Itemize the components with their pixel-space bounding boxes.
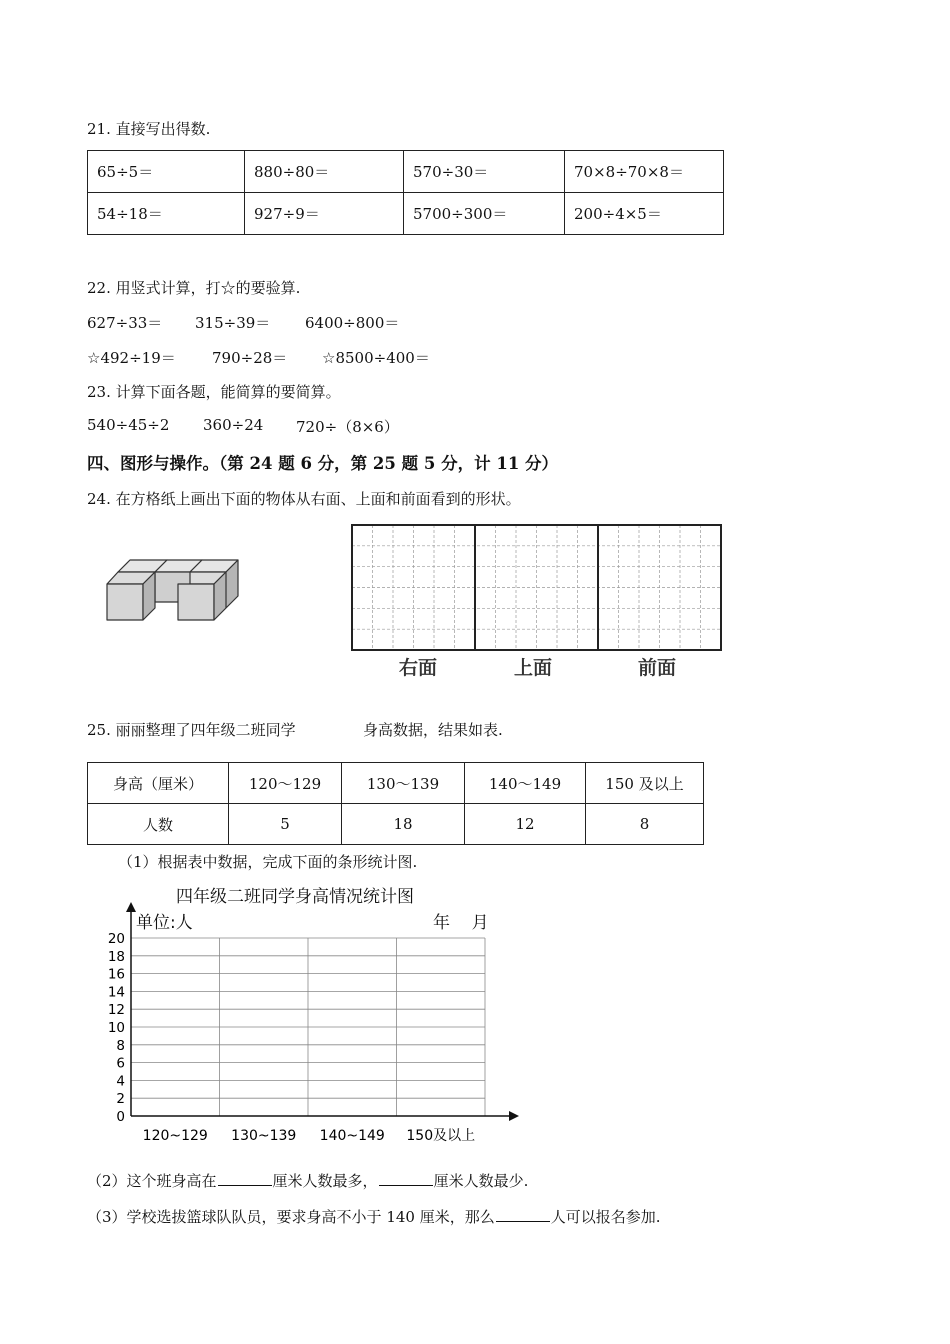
- table-row: [88, 151, 724, 193]
- q22-item: ☆8500÷400＝: [322, 349, 430, 367]
- q21-title: 21. 直接写出得数.: [87, 120, 211, 138]
- q23-item: 720÷（8×6）: [296, 418, 399, 436]
- x-category-label: 150及以上: [406, 1128, 476, 1144]
- table-cell: 8: [586, 804, 704, 845]
- table-cell: 人数: [88, 804, 229, 845]
- table-cell: 880÷80＝: [245, 151, 404, 193]
- x-category-label: 120~129: [142, 1128, 208, 1144]
- table-header-cell: 150 及以上: [586, 763, 704, 804]
- table-cell: 12: [465, 804, 586, 845]
- chart-date-label: 年 月: [433, 913, 489, 933]
- table-row: [88, 193, 724, 235]
- q25-part1: （1）根据表中数据，完成下面的条形统计图.: [118, 853, 418, 871]
- q21-table: [87, 150, 724, 235]
- y-tick-label: 8: [116, 1037, 125, 1054]
- q23-title: 23. 计算下面各题，能简算的要简算。: [87, 383, 341, 401]
- y-tick-label: 20: [107, 931, 125, 947]
- table-cell: 927÷9＝: [245, 193, 404, 235]
- x-category-label: 130~139: [231, 1128, 297, 1144]
- chart-unit-label: 单位:人: [136, 913, 193, 933]
- y-tick-label: 18: [107, 948, 125, 965]
- cubes-figure: [100, 555, 245, 630]
- grid-label-right: 右面: [399, 657, 438, 679]
- q22-item: 315÷39＝: [195, 314, 271, 332]
- q23-item: 360÷24: [203, 416, 264, 434]
- table-cell: 5: [229, 804, 342, 845]
- q22-item: 6400÷800＝: [305, 314, 400, 332]
- table-cell: 18: [342, 804, 465, 845]
- y-tick-label: 16: [107, 966, 125, 983]
- y-tick-label: 14: [107, 984, 125, 1001]
- q24-title: 24. 在方格纸上画出下面的物体从右面、上面和前面看到的形状。: [87, 490, 521, 508]
- y-tick-label: 6: [116, 1055, 125, 1072]
- table-header-cell: 身高（厘米）: [88, 763, 229, 804]
- y-tick-label: 2: [116, 1091, 125, 1108]
- table-cell: 570÷30＝: [404, 151, 565, 193]
- q22-item: 790÷28＝: [212, 349, 288, 367]
- q23-item: 540÷45÷2: [87, 416, 170, 434]
- table-header-cell: 120～129: [229, 763, 342, 804]
- y-tick-label: 4: [116, 1073, 125, 1090]
- grid-paper[interactable]: [351, 524, 723, 652]
- table-cell: 54÷18＝: [88, 193, 245, 235]
- q25-title-b: 身高数据，结果如表.: [363, 721, 503, 739]
- y-axis-arrow: [126, 902, 136, 912]
- grid-label-top: 上面: [514, 657, 553, 679]
- q25-part2: （2）这个班身高在 厘米人数最多， 厘米人数最少.: [87, 1172, 529, 1190]
- table-cell: 70×8÷70×8＝: [565, 151, 724, 193]
- table-cell: 65÷5＝: [88, 151, 245, 193]
- table-row: [88, 804, 704, 845]
- answer-blank[interactable]: [379, 1171, 433, 1186]
- q22-item: 627÷33＝: [87, 314, 163, 332]
- table-cell: 200÷4×5＝: [565, 193, 724, 235]
- q22-title: 22. 用竖式计算，打☆的要验算.: [87, 279, 301, 297]
- chart-title: 四年级二班同学身高情况统计图: [176, 887, 414, 907]
- y-tick-label: 10: [107, 1020, 125, 1036]
- section-heading: 四、图形与操作。（第 24 题 6 分，第 25 题 5 分，计 11 分）: [87, 454, 559, 473]
- q22-item: ☆492÷19＝: [87, 349, 176, 367]
- table-header-cell: 130～139: [342, 763, 465, 804]
- grid-label-front: 前面: [638, 657, 677, 679]
- x-axis-arrow: [509, 1111, 519, 1121]
- q25-table: [87, 762, 704, 845]
- q25-part3: （3）学校选拔篮球队队员，要求身高不小于 140 厘米，那么 人可以报名参加.: [87, 1208, 661, 1226]
- x-category-label: 140~149: [319, 1128, 385, 1144]
- y-tick-label: 0: [116, 1109, 125, 1125]
- table-cell: 5700÷300＝: [404, 193, 565, 235]
- y-tick-label: 12: [107, 1002, 125, 1019]
- q25-title-a: 25. 丽丽整理了四年级二班同学: [87, 721, 296, 739]
- answer-blank[interactable]: [496, 1207, 550, 1222]
- bar-chart[interactable]: [95, 900, 525, 1150]
- answer-blank[interactable]: [218, 1171, 272, 1186]
- table-row: [88, 763, 704, 804]
- table-header-cell: 140～149: [465, 763, 586, 804]
